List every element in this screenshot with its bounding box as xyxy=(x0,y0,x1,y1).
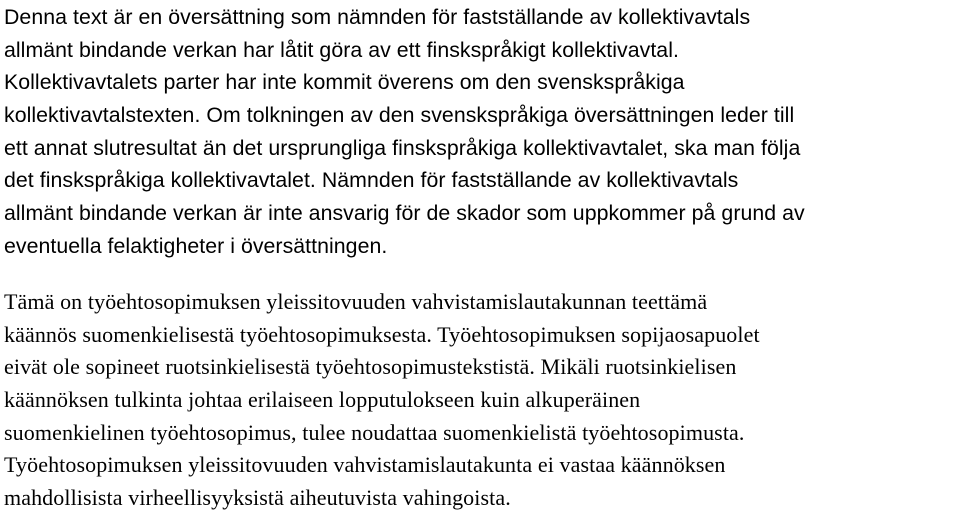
paragraph-line: suomenkielinen työehtosopimus, tulee noudattaa suomenkielistä työehtosopimusta. xyxy=(4,419,745,445)
swedish-disclaimer-paragraph xyxy=(4,1,956,263)
paragraph-line: kollektivavtalstexten. Om tolkningen av den svenskspråkiga översättningen leder till xyxy=(4,103,795,128)
paragraph-line: käännös suomenkielisestä työehtosopimuksesta. Työehtosopimuksen sopijaosapuolet xyxy=(4,321,760,347)
paragraph-line: allmänt bindande verkan är inte ansvarig för de skador som uppkommer på grund av xyxy=(4,201,805,226)
paragraph-line: Denna text är en översättning som nämnden för fastställande av kollektivavtals xyxy=(4,5,751,29)
paragraph-line: det finskspråkiga kollektivavtalet. Nämnden för fastställande av kollektivavtals xyxy=(4,168,739,193)
paragraph-line: eventuella felaktigheter i översättningen. xyxy=(4,233,388,258)
paragraph-line: Työehtosopimuksen yleissitovuuden vahvistamislautakunta ei vastaa käännöksen xyxy=(4,452,726,478)
paragraph-line: mahdollisista virheellisyyksistä aiheutuvista vahingoista. xyxy=(4,485,511,511)
paragraph-line: ett annat slutresultat än det ursprungliga finskspråkiga kollektivavtalet, ska man följa xyxy=(4,135,801,160)
paragraph-line: Kollektivavtalets parter har inte kommit överens om den svenskspråkiga xyxy=(4,70,685,95)
paragraph-line: eivät ole sopineet ruotsinkielisestä työehtosopimustekstistä. Mikäli ruotsinkielisen xyxy=(4,354,737,380)
paragraph-line: käännöksen tulkinta johtaa erilaiseen lopputulokseen kuin alkuperäinen xyxy=(4,387,641,413)
paragraph-line: allmänt bindande verkan har låtit göra av ett finskspråkigt kollektivavtal. xyxy=(4,37,679,62)
paragraph-line: Tämä on työehtosopimuksen yleissitovuuden vahvistamislautakunnan teettämä xyxy=(4,289,708,314)
finnish-disclaimer-paragraph xyxy=(4,286,956,515)
document-page xyxy=(4,0,956,511)
